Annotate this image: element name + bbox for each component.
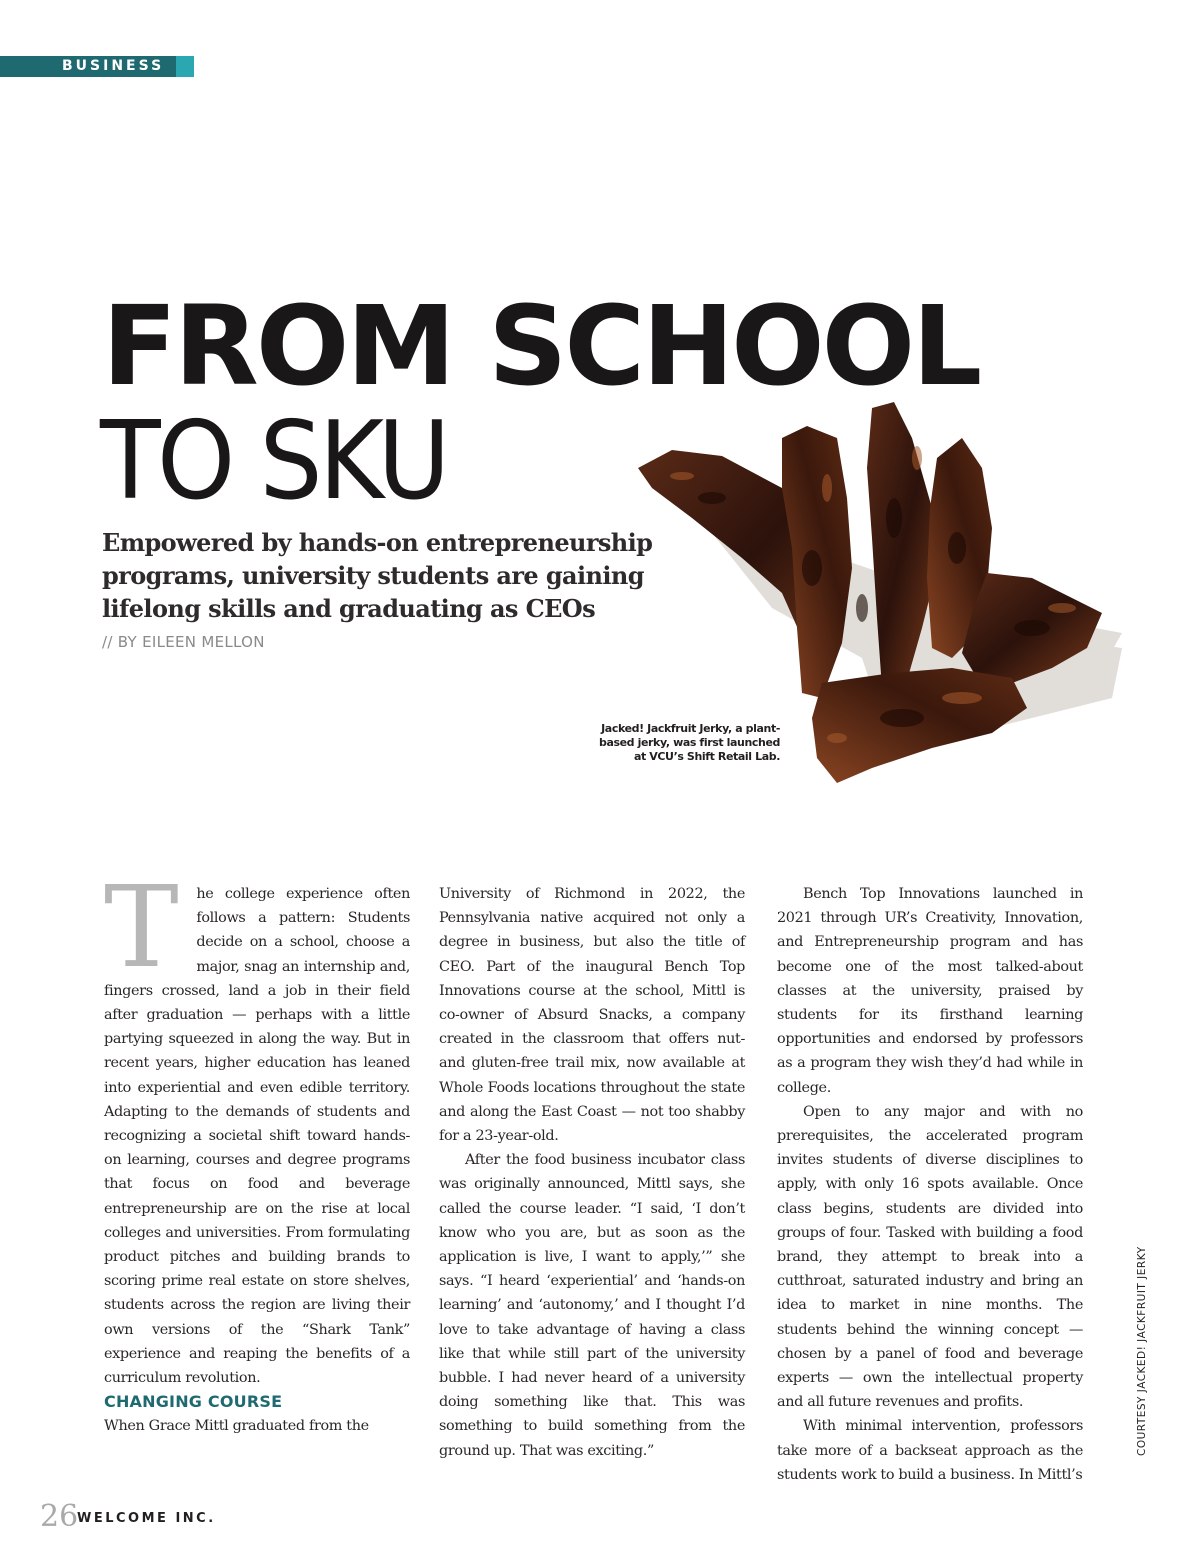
- body-column-3: [777, 882, 1083, 1487]
- body-paragraph: [104, 863, 410, 1390]
- body-paragraph: Open to any major and with no prerequisites, the accelerated program invites students of diverse disciplines to apply, with only 16 spots available. Once class begins, students are divided into groups of four. Tasked with building a food brand, they attempt to break into a cutthroat, saturated industry and bring an idea to market in nine months. The students behind the winning concept — chosen by a panel of food and beverage experts — own the intellectual property and all future revenues and profits.: [777, 1103, 1083, 1411]
- dek: Empowered by hands-on entrepreneurship programs, university students are gaining lifelong skills and graduating as CEOs: [102, 528, 653, 623]
- subhead: CHANGING COURSE: [104, 1392, 283, 1412]
- body-paragraph: University of Richmond in 2022, the Pennsylvania native acquired not only a degree in business, but also the title of CEO. Part of the inaugural Bench Top Innovations course at the school, Mittl is co-owner of Absurd Snacks, a company created in the classroom that offers nut- and gluten-free trail mix, now available at Whole Foods locations throughout the state and along the East Coast — not too shabby for a 23-year-old.: [439, 886, 745, 1145]
- jerky-strip-6: [812, 668, 1027, 783]
- byline: // BY EILEEN MELLON: [102, 633, 265, 651]
- photo-credit: COURTESY JACKED! JACKFRUIT JERKY: [1136, 1246, 1148, 1456]
- body-paragraph: Bench Top Innovations launched in 2021 through UR’s Creativity, Innovation, and Entrepreneurship program and has become one of the most talked-about classes at the university, praised by students for its firsthand learning opportunities and endorsed by professors as a program they wish they’d had while in college.: [777, 886, 1083, 1096]
- page-number: 26: [40, 1499, 79, 1534]
- body-paragraph: With minimal intervention, professors take more of a backseat approach as the students work to build a business. In Mittl’s: [777, 1418, 1083, 1483]
- photo-caption: Jacked! Jackfruit Jerky, a plant-based jerky, was first launched at VCU’s Shift Retail Lab.: [598, 722, 780, 763]
- intro-text: he college experience often follows a pattern: Students decide on a school, choose a major, snag an internship and, fingers crossed, land a job in their field after graduation — perhaps with a little partying squeezed in along the way. But in recent years, higher education has leaned into experiential and even edible territory. Adapting to the demands of students and recognizing a societal shift toward hands-on learning, courses and degree programs that focus on food and beverage entrepreneurship are on the rise at local colleges and universities. From formulating product pitches and building brands to scoring prime real estate on store shelves, students across the region are living their own versions of the “Shark Tank” experience and reaping the benefits of a curriculum revolution.: [104, 886, 410, 1387]
- body-column-1: [104, 863, 410, 1438]
- body-column-2: [439, 882, 745, 1463]
- drop-cap: T: [104, 863, 179, 993]
- section-tab: [0, 56, 194, 77]
- body-paragraph: When Grace Mittl graduated from the: [104, 1418, 369, 1435]
- section-label: BUSINESS: [62, 58, 165, 74]
- headline-line-2: TO SKU: [100, 399, 447, 524]
- headline-line-1: FROM SCHOOL: [102, 282, 980, 410]
- magazine-name: WELCOME INC.: [77, 1511, 216, 1526]
- body-paragraph: After the food business incubator class was originally announced, Mittl says, she called the course leader. “I said, ‘I don’t know who you are, but as soon as the application is live, I want to apply,’” she says. “I heard ‘experiential’ and ‘hands-on learning’ and ‘autonomy,’ and I thought I’d love to take advantage of having a class like that while still part of the university bubble. I had never heard of a university doing something like that. This was something to build something from the ground up. That was exciting.”: [439, 1152, 745, 1459]
- section-tab-accent: [176, 56, 194, 77]
